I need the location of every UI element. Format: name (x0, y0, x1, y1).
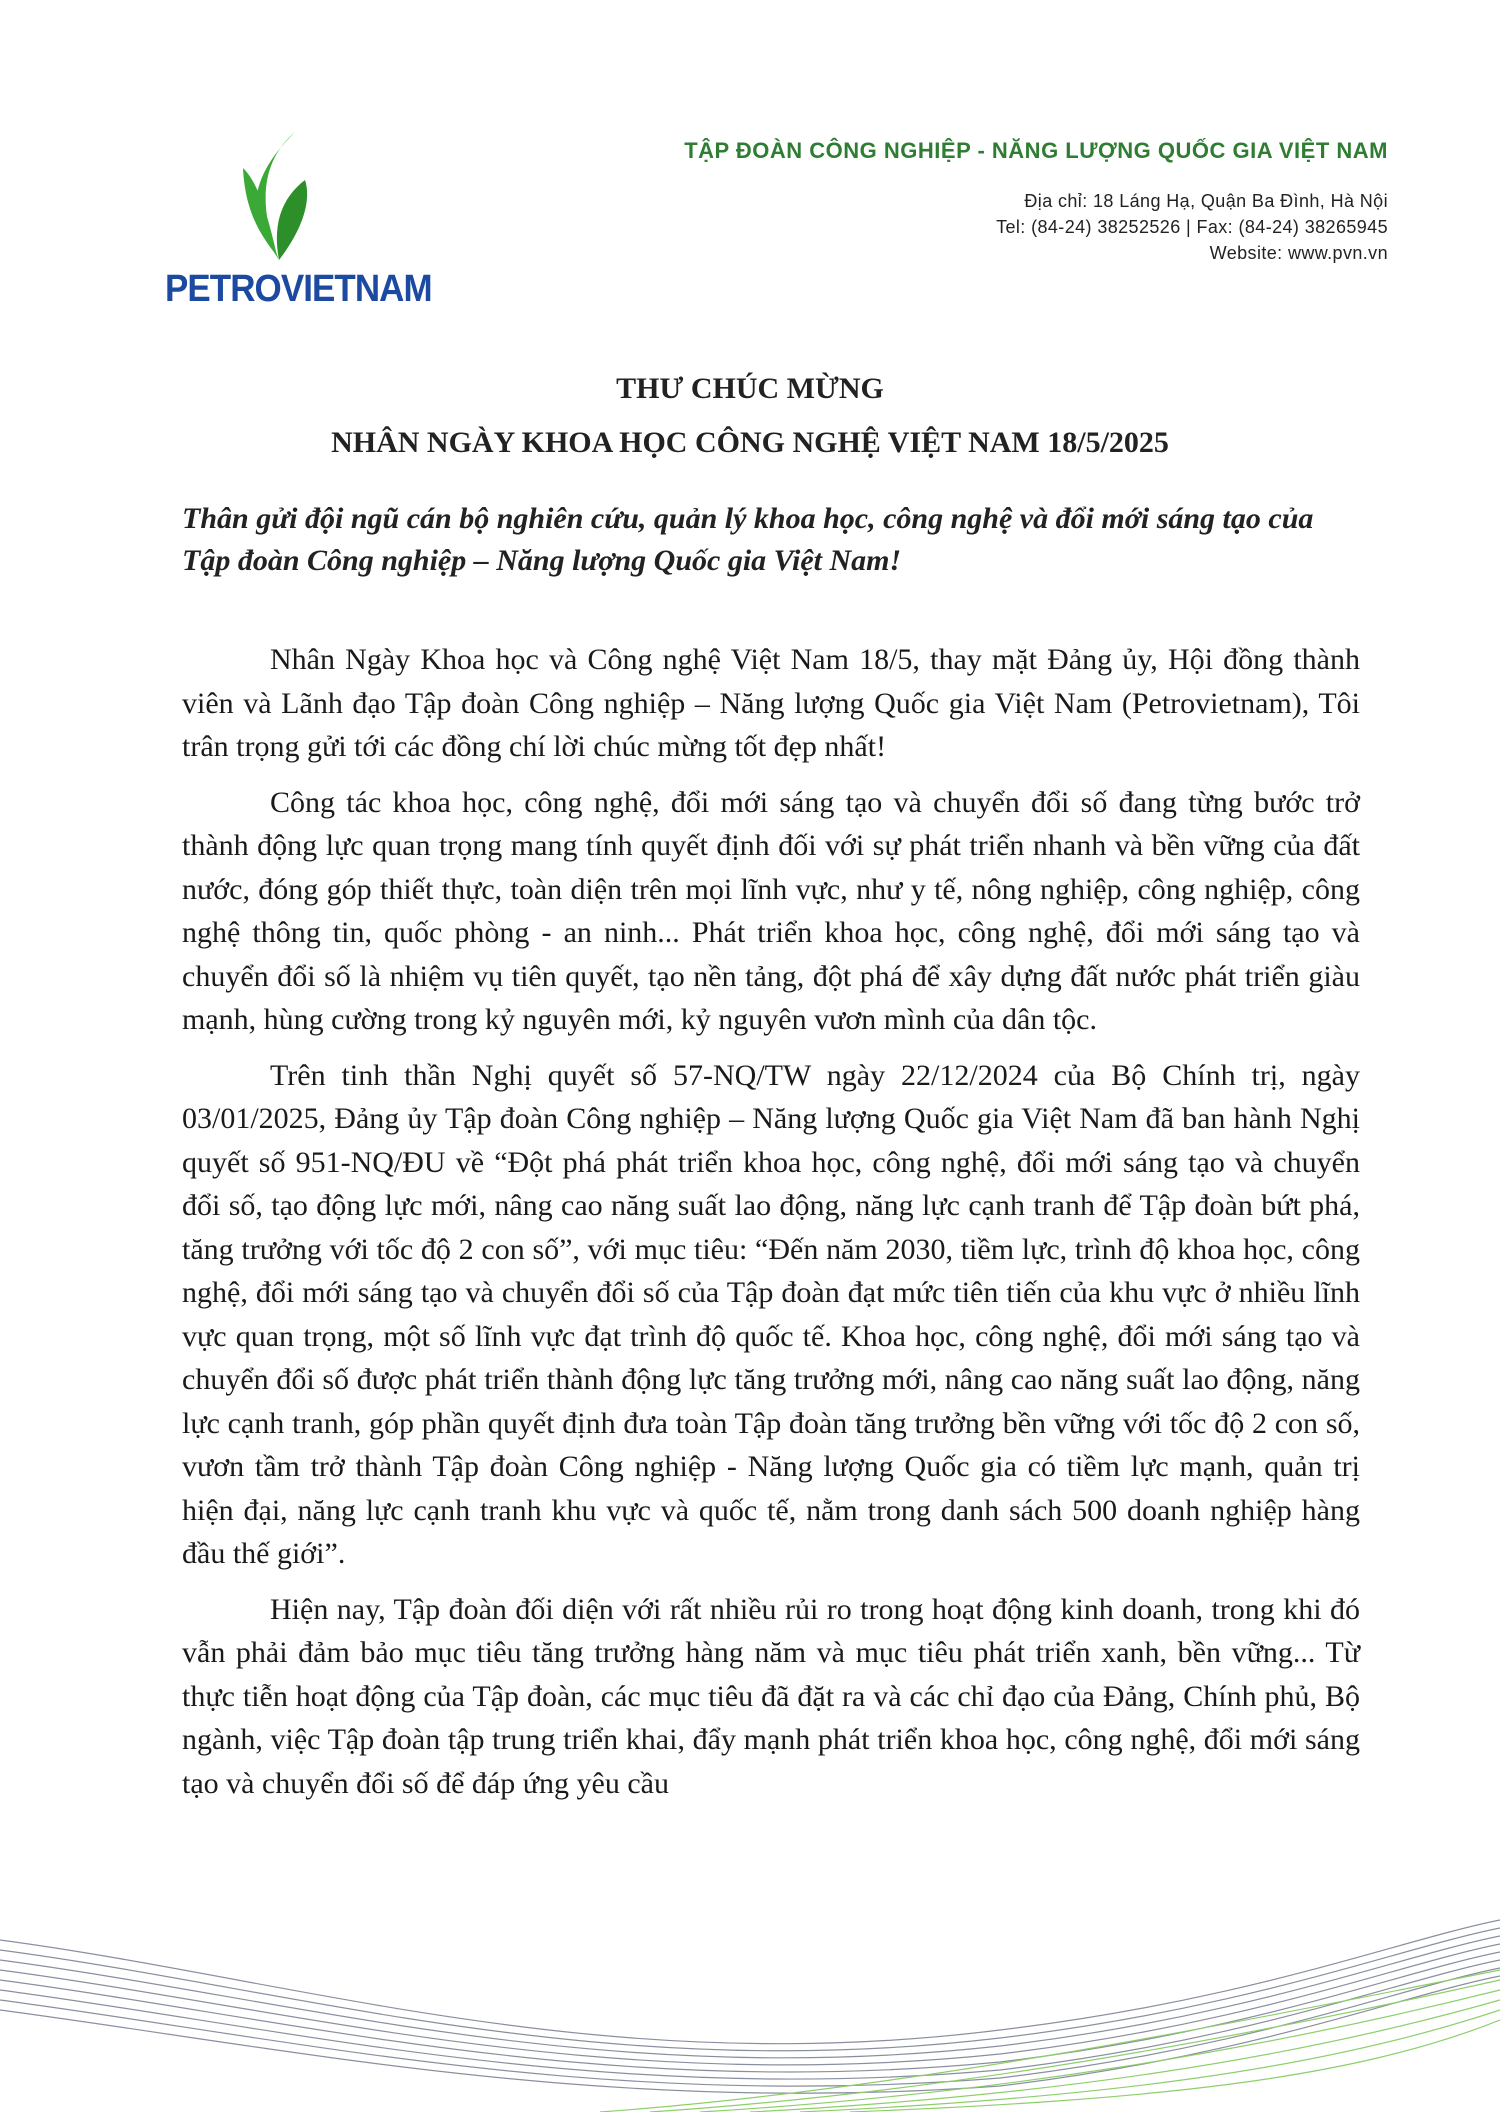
title-line-2: NHÂN NGÀY KHOA HỌC CÔNG NGHỆ VIỆT NAM 18/5/2025 (331, 426, 1169, 459)
organization-name: TẬP ĐOÀN CÔNG NGHIỆP - NĂNG LƯỢNG QUỐC GIA VIỆT NAM (684, 138, 1388, 163)
paragraph: Nhân Ngày Khoa học và Công nghệ Việt Nam 18/5, thay mặt Đảng ủy, Hội đồng thành viên và Lãnh đạo Tập đoàn Công nghiệp – Năng lượng Quốc gia Việt Nam (Petrovietnam), Tôi trân trọng gửi tới các đồng chí lời chúc mừng tốt đẹp nhất! (182, 643, 1360, 763)
website-line: Website: www.pvn.vn (1209, 243, 1388, 263)
salutation: Thân gửi đội ngũ cán bộ nghiên cứu, quản lý khoa học, công nghệ và đổi mới sáng tạo của Tập đoàn Công nghiệp – Năng lượng Quốc gia Việt Nam! (182, 502, 1314, 577)
brand-name: PETROVIETNAM (165, 268, 432, 310)
paragraph: Công tác khoa học, công nghệ, đổi mới sáng tạo và chuyển đổi số đang từng bước trở thành động lực quan trọng mang tính quyết định đối với sự phát triển nhanh và bền vững của đất nước, đóng góp thiết thực, toàn diện trên mọi lĩnh vực, như y tế, nông nghiệp, công nghiệp, công nghệ thông tin, quốc phòng - an ninh... Phát triển khoa học, công nghệ, đổi mới sáng tạo và chuyển đổi số là nhiệm vụ tiên quyết, tạo nền tảng, đột phá để xây dựng đất nước phát triển giàu mạnh, hùng cường trong kỷ nguyên mới, kỷ nguyên vươn mình của dân tộc. (182, 785, 1360, 1036)
address-line: Địa chỉ: 18 Láng Hạ, Quận Ba Đình, Hà Nội (1024, 191, 1388, 211)
company-logo (165, 128, 432, 318)
letterhead-info (684, 138, 1388, 266)
title-line-1: THƯ CHÚC MỪNG (616, 372, 884, 405)
letter-body (182, 638, 1360, 1817)
letter-title (0, 362, 1500, 470)
contact-line: Tel: (84-24) 38252526 | Fax: (84-24) 38265945 (996, 217, 1388, 237)
paragraph: Trên tinh thần Nghị quyết số 57-NQ/TW ngày 22/12/2024 của Bộ Chính trị, ngày 03/01/2025, Đảng ủy Tập đoàn Công nghiệp – Năng lượng Quốc gia Việt Nam đã ban hành Nghị quyết số 951-NQ/ĐU về “Đột phá phát triển khoa học, công nghệ, đổi mới sáng tạo và chuyển đổi số, tạo động lực mới, nâng cao năng suất lao động, năng lực cạnh tranh để Tập đoàn bứt phá, tăng trưởng với tốc độ 2 con số”, với mục tiêu: “Đến năm 2030, tiềm lực, trình độ khoa học, công nghệ, đổi mới sáng tạo và chuyển đổi số của Tập đoàn đạt mức tiên tiến của khu vực ở nhiều lĩnh vực quan trọng, một số lĩnh vực đạt trình độ quốc tế. Khoa học, công nghệ, đổi mới sáng tạo và chuyển đổi số được phát triển thành động lực tăng trưởng mới, nâng cao năng suất lao động, năng lực cạnh tranh, góp phần quyết định đưa toàn Tập đoàn tăng trưởng bền vững với tốc độ 2 con số, vươn tầm trở thành Tập đoàn Công nghiệp - Năng lượng Quốc gia có tiềm lực mạnh, quản trị hiện đại, năng lực cạnh tranh khu vực và quốc tế, nằm trong danh sách 500 doanh nghiệp hàng đầu thế giới”. (182, 1058, 1360, 1570)
paragraph: Hiện nay, Tập đoàn đối diện với rất nhiều rủi ro trong hoạt động kinh doanh, trong khi đó vẫn phải đảm bảo mục tiêu tăng trưởng hàng năm và mục tiêu phát triển xanh, bền vững... Từ thực tiễn hoạt động của Tập đoàn, các mục tiêu đã đặt ra và các chỉ đạo của Đảng, Chính phủ, Bộ ngành, việc Tập đoàn tập trung triển khai, đẩy mạnh phát triển khoa học, công nghệ, đổi mới sáng tạo và chuyển đổi số để đáp ứng yêu cầu (182, 1592, 1360, 1800)
leaf-logo-icon (235, 128, 325, 268)
decorative-wave-footer (0, 1880, 1500, 2112)
